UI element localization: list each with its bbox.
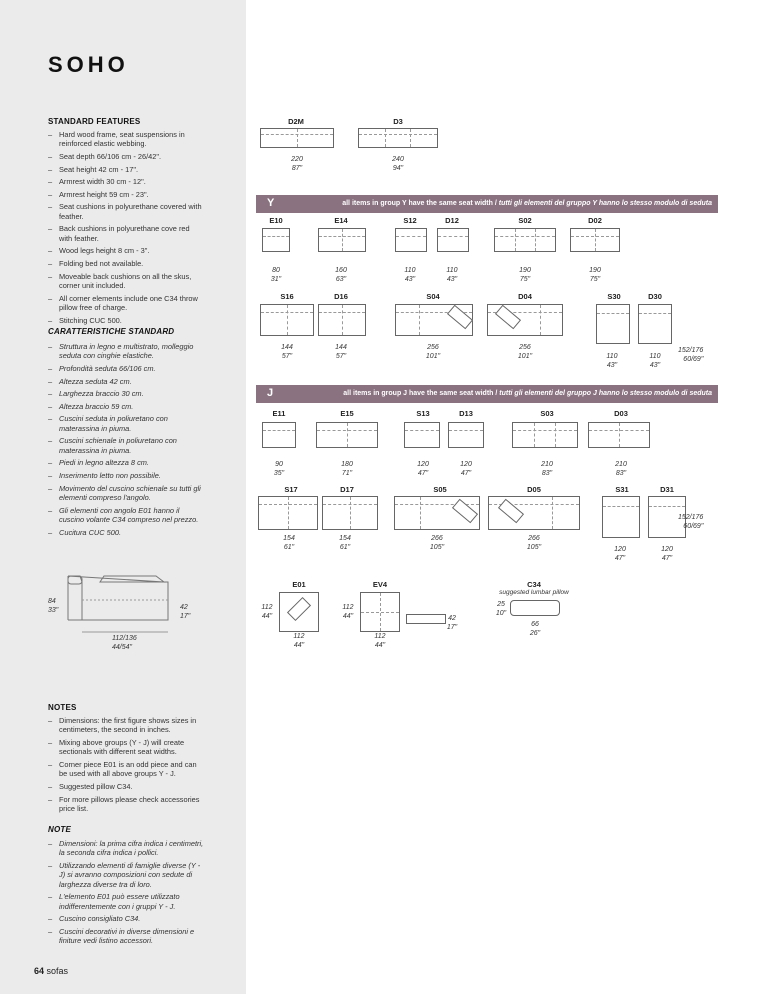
element-drawing: [395, 228, 427, 252]
element-dimension: 144 57": [335, 344, 347, 360]
c34-caption: suggested lumbar pillow: [499, 589, 569, 596]
element-drawing: [488, 496, 580, 530]
element-drawing: [316, 422, 378, 448]
element-code: S03: [540, 409, 554, 418]
element-dimension: 120 47": [460, 461, 472, 477]
element-code: S16: [280, 292, 294, 301]
element-dimension: 110 43": [606, 353, 618, 369]
element-dimension: 110 43": [649, 353, 661, 369]
element-drawing: [437, 228, 469, 252]
element-code: D16: [334, 292, 348, 301]
list-item: – Dimensioni: la prima cifra indica i centimetri, la seconda cifra indica i pollici.: [48, 839, 204, 858]
element-dimension: 80 31": [270, 267, 282, 283]
dim-d3: 240 94": [392, 156, 404, 172]
page-footer: [34, 966, 68, 976]
element-drawing: [318, 228, 366, 252]
corner-e01: [279, 592, 319, 632]
dim-ev4-bottom: 112 44": [374, 633, 386, 649]
element-code: D12: [445, 216, 459, 225]
element-dimension: 160 63": [335, 267, 347, 283]
dim-c34-w: 66 26": [529, 621, 541, 637]
element-drawing: [258, 496, 318, 530]
element-dimension: 154 61": [283, 535, 295, 551]
element-dimension: 154 61": [339, 535, 351, 551]
element-code: S12: [403, 216, 417, 225]
element-code: S04: [426, 292, 440, 301]
notes-list: [48, 716, 204, 817]
element-dimension: 180 71": [341, 461, 353, 477]
element-code: S13: [416, 409, 430, 418]
element-drawing: [448, 422, 484, 448]
list-item: – For more pillows please check accessories price list.: [48, 795, 204, 814]
code-c34: C34: [527, 580, 541, 589]
element-dimension: 256 101": [517, 344, 533, 360]
dim-d2m: 220 87": [291, 156, 303, 172]
y-chaise-depth: 152/176 60/69": [678, 347, 704, 363]
ottoman-ev4-side: [406, 614, 446, 624]
group-j-band: [256, 385, 718, 403]
element-drawing: [404, 422, 440, 448]
element-code: E15: [340, 409, 354, 418]
note-it-title: NOTE: [48, 825, 72, 834]
element-dimension: 120 47": [661, 546, 673, 562]
list-item: – Cuscino consigliato C34.: [48, 914, 204, 923]
element-code: E14: [334, 216, 348, 225]
group-j-text: all items in group J have the same seat width / tutti gli elementi del gruppo J hanno lo stesso modulo di seduta: [343, 390, 712, 397]
element-drawing: [602, 496, 640, 538]
group-y-letter: Y: [267, 197, 275, 209]
code-d3: D3: [393, 117, 403, 126]
element-code: S30: [607, 292, 621, 301]
element-code: E11: [272, 409, 286, 418]
list-item: – Mixing above groups (Y - J) will create sectionals with different seat widths.: [48, 738, 204, 757]
list-item: – Cucitura CUC 500.: [48, 528, 204, 537]
element-dimension: 210 83": [541, 461, 553, 477]
list-item: – All corner elements include one C34 throw pillow free of charge.: [48, 294, 204, 313]
caratteristiche-title: CARATTERISTICHE STANDARD: [48, 327, 175, 336]
j-chaise-depth: 152/176 60/69": [678, 514, 704, 530]
code-d2m: D2M: [288, 117, 304, 126]
element-dimension: 110 43": [404, 267, 416, 283]
sofa-d3: [358, 128, 438, 148]
group-j-letter: J: [267, 387, 274, 399]
element-code: D31: [660, 485, 674, 494]
element-drawing: [262, 228, 290, 252]
list-item: – Seat depth 66/106 cm - 26/42".: [48, 152, 204, 161]
list-item: – Cuscini decorativi in diverse dimensioni e finiture vedi listino accessori.: [48, 927, 204, 946]
list-item: – Struttura in legno e multistrato, molleggio seduta con cinghie elastiche.: [48, 342, 204, 361]
element-drawing: [394, 496, 480, 530]
list-item: – Cuscini seduta in poliuretano con materassina in piuma.: [48, 414, 204, 433]
element-drawing: [570, 228, 620, 252]
list-item: – Larghezza braccio 30 cm.: [48, 389, 204, 398]
code-e01: E01: [292, 580, 306, 589]
list-item: – Hard wood frame, seat suspensions in reinforced elastic webbing.: [48, 130, 204, 149]
brand-title: SOHO: [48, 52, 129, 77]
page-number: 64: [34, 966, 45, 976]
element-code: D04: [518, 292, 532, 301]
element-drawing: [318, 304, 366, 336]
element-drawing: [262, 422, 296, 448]
element-dimension: 210 83": [615, 461, 627, 477]
element-dimension: 90 35": [273, 461, 285, 477]
element-dimension: 266 105": [526, 535, 542, 551]
side-height-dim: 84 33": [48, 598, 59, 614]
list-item: – Dimensions: the first figure shows sizes in centimeters, the second in inches.: [48, 716, 204, 735]
element-code: S05: [433, 485, 447, 494]
list-item: – L'elemento E01 può essere utilizzato indifferentemente con i gruppi Y - J.: [48, 892, 204, 911]
list-item: – Utilizzando elementi di famiglie diverse (Y - J) si avranno composizioni con sedute di larghezza diverse tra di loro.: [48, 861, 204, 889]
page-section: sofas: [46, 966, 69, 976]
element-dimension: 256 101": [425, 344, 441, 360]
element-code: S17: [284, 485, 298, 494]
list-item: – Seat cushions in polyurethane covered with feather.: [48, 202, 204, 221]
group-y-band: [256, 195, 718, 213]
list-item: – Corner piece E01 is an odd piece and can be used with all above groups Y - J.: [48, 760, 204, 779]
element-code: D13: [459, 409, 473, 418]
dim-e01-bottom: 112 44": [293, 633, 305, 649]
list-item: – Back cushions in polyurethane cove red with feather.: [48, 224, 204, 243]
element-code: D30: [648, 292, 662, 301]
element-drawing: [322, 496, 378, 530]
element-dimension: 120 47": [614, 546, 626, 562]
list-item: – Wood legs height 8 cm - 3".: [48, 246, 204, 255]
caratteristiche-list: [48, 342, 204, 540]
ottoman-ev4: [360, 592, 400, 632]
list-item: – Armrest width 30 cm - 12".: [48, 177, 204, 186]
element-code: S31: [615, 485, 629, 494]
list-item: – Seat height 42 cm - 17".: [48, 165, 204, 174]
element-code: E10: [269, 216, 283, 225]
element-code: D03: [614, 409, 628, 418]
side-seat-dim: 42 17": [180, 604, 191, 620]
list-item: – Piedi in legno altezza 8 cm.: [48, 458, 204, 467]
pillow-c34: [510, 600, 560, 616]
element-dimension: 266 105": [429, 535, 445, 551]
element-drawing: [395, 304, 473, 336]
element-dimension: 190 75": [519, 267, 531, 283]
notes-title: NOTES: [48, 703, 77, 712]
list-item: – Profondità seduta 66/106 cm.: [48, 364, 204, 373]
element-code: D05: [527, 485, 541, 494]
list-item: – Cuscini schienale in poliuretano con materassina in piuma.: [48, 436, 204, 455]
element-dimension: 110 43": [446, 267, 458, 283]
element-dimension: 144 57": [281, 344, 293, 360]
element-code: D17: [340, 485, 354, 494]
standard-features-title: STANDARD FEATURES: [48, 117, 141, 126]
note-it-list: [48, 839, 204, 949]
dim-ev4-side: 112 44": [342, 604, 354, 620]
list-item: – Moveable back cushions on all the skus, corner unit included.: [48, 272, 204, 291]
list-item: – Stitching CUC 500.: [48, 316, 204, 325]
standard-features-list: [48, 130, 204, 328]
list-item: – Inserimento letto non possibile.: [48, 471, 204, 480]
element-code: D02: [588, 216, 602, 225]
side-profile-drawing: [48, 570, 238, 680]
element-drawing: [588, 422, 650, 448]
element-dimension: 190 75": [589, 267, 601, 283]
list-item: – Folding bed not available.: [48, 259, 204, 268]
element-drawing: [512, 422, 578, 448]
dim-e01-side: 112 44": [261, 604, 273, 620]
code-ev4: EV4: [372, 580, 388, 589]
sofa-d2m: [260, 128, 334, 148]
element-code: S02: [518, 216, 532, 225]
element-drawing: [260, 304, 314, 336]
element-drawing: [494, 228, 556, 252]
list-item: – Altezza seduta 42 cm.: [48, 377, 204, 386]
list-item: – Suggested pillow C34.: [48, 782, 204, 791]
list-item: – Gli elementi con angolo E01 hanno il cuscino volante C34 compreso nel prezzo.: [48, 506, 204, 525]
list-item: – Movimento del cuscino schienale su tutti gli elementi compreso l'angolo.: [48, 484, 204, 503]
side-depth-dim: 112/136 44/54": [112, 635, 137, 651]
element-drawing: [487, 304, 563, 336]
list-item: – Altezza braccio 59 cm.: [48, 402, 204, 411]
group-y-text: all items in group Y have the same seat width / tutti gli elementi del gruppo Y hanno lo stesso modulo di seduta: [342, 200, 712, 207]
element-dimension: 120 47": [417, 461, 429, 477]
element-drawing: [638, 304, 672, 344]
element-drawing: [596, 304, 630, 344]
dim-ev4-height: 42 17": [446, 615, 458, 631]
list-item: – Armrest height 59 cm - 23".: [48, 190, 204, 199]
dim-c34-h: 25 10": [495, 601, 507, 617]
